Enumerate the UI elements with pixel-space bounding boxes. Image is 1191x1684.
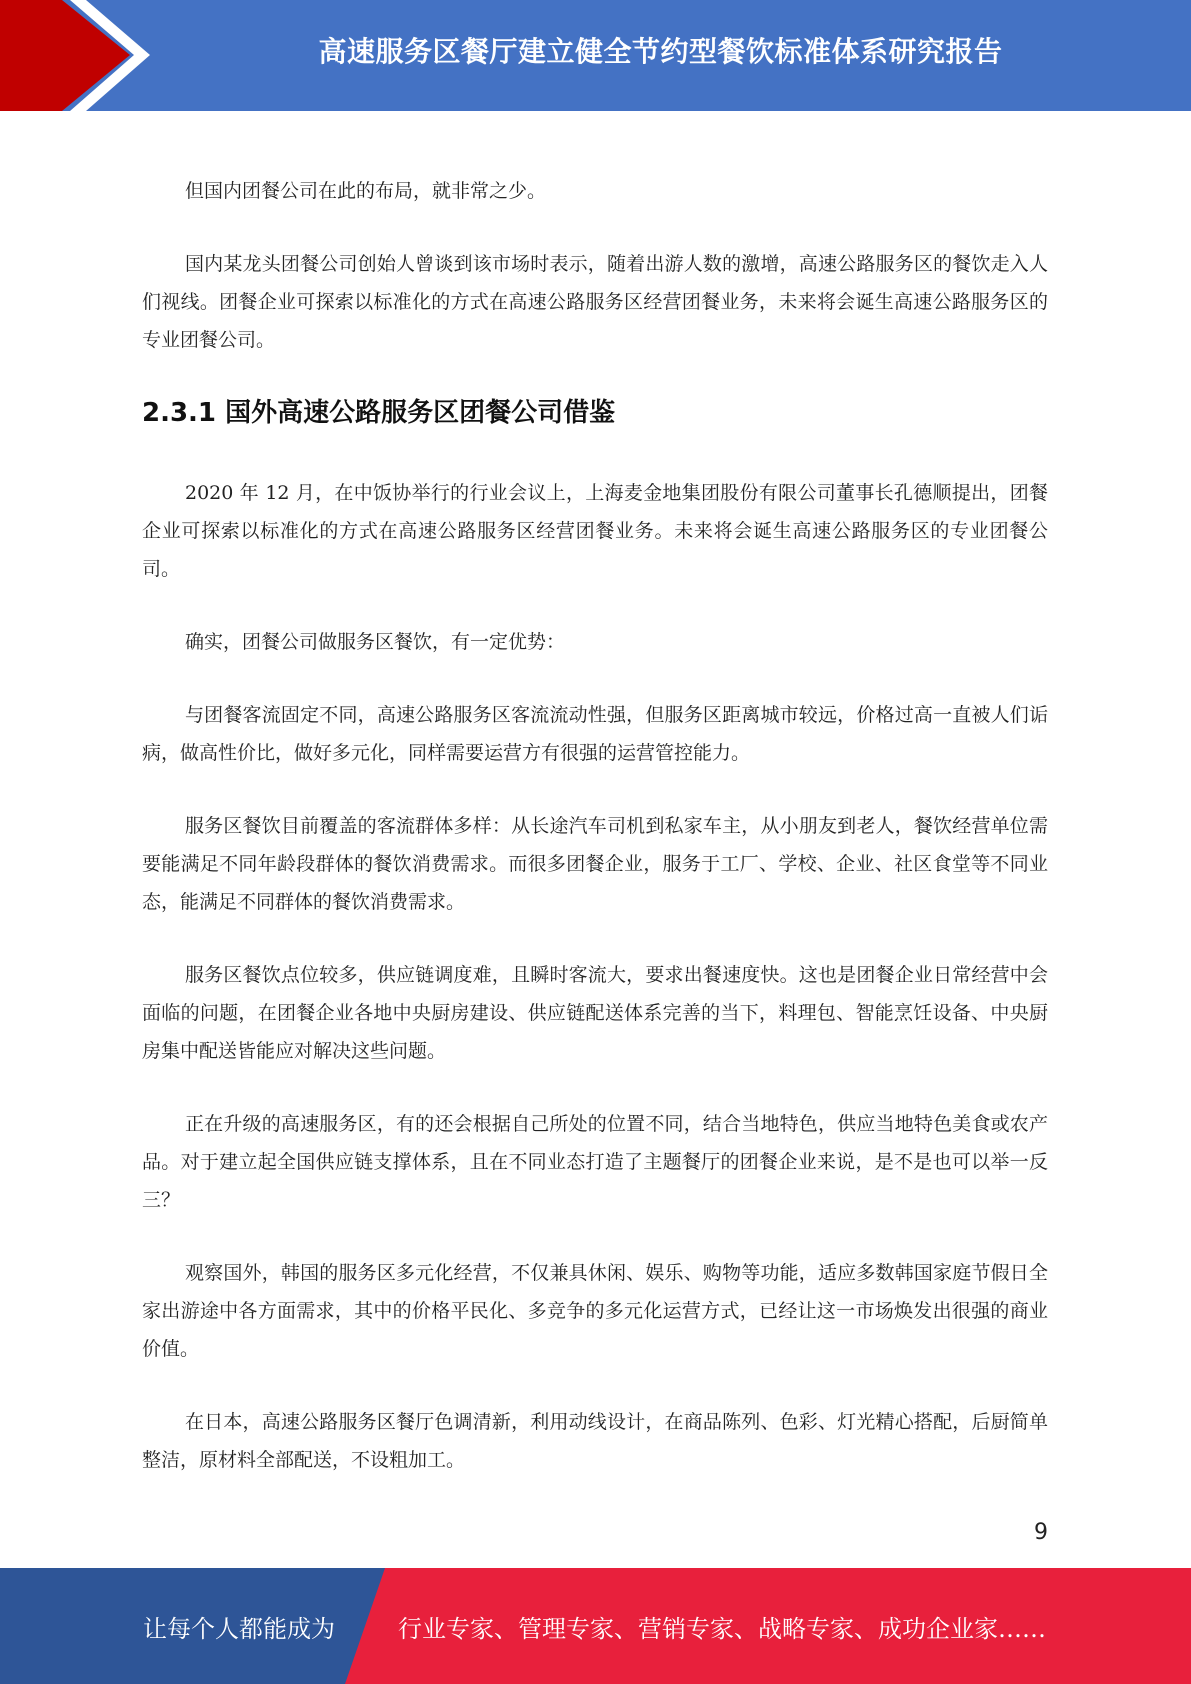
header-title: 高速服务区餐厅建立健全节约型餐饮标准体系研究报告 (318, 35, 1003, 68)
paragraph: 服务区餐饮点位较多，供应链调度难，且瞬时客流大，要求出餐速度快。这也是团餐企业日常经营中会面临的问题，在团餐企业各地中央厨房建设、供应链配送体系完善的当下，料理包、智能烹饪设备、中央厨房集中配送皆能应对解决这些问题。 (142, 964, 1048, 1062)
paragraph: 观察国外，韩国的服务区多元化经营，不仅兼具休闲、娱乐、购物等功能，适应多数韩国家庭节假日全家出游途中各方面需求，其中的价格平民化、多竞争的多元化运营方式，已经让这一市场焕发出很强的商业价值。 (142, 1262, 1048, 1360)
paragraph: 2020 年 12 月，在中饭协举行的行业会议上，上海麦金地集团股份有限公司董事长孔德顺提出，团餐企业可探索以标准化的方式在高速公路服务区经营团餐业务。未来将会诞生高速公路服务区的专业团餐公司。 (142, 482, 1048, 580)
section-heading: 2.3.1 国外高速公路服务区团餐公司借鉴 (142, 398, 616, 428)
paragraph: 正在升级的高速服务区，有的还会根据自己所处的位置不同，结合当地特色，供应当地特色美食或农产品。对于建立起全国供应链支撑体系，且在不同业态打造了主题餐厅的团餐企业来说，是不是也可以举一反三？ (142, 1113, 1048, 1211)
footer-slogan-left: 让每个人都能成为 (143, 1614, 335, 1643)
paragraph: 确实，团餐公司做服务区餐饮，有一定优势： (185, 631, 566, 653)
page-header (0, 0, 1191, 111)
footer-slogan-right: 行业专家、管理专家、营销专家、战略专家、成功企业家…… (398, 1614, 1046, 1643)
paragraph: 但国内团餐公司在此的布局，就非常之少。 (185, 180, 547, 202)
page-footer (0, 1568, 1191, 1684)
paragraph: 国内某龙头团餐公司创始人曾谈到该市场时表示，随着出游人数的激增，高速公路服务区的餐饮走入人们视线。团餐企业可探索以标准化的方式在高速公路服务区经营团餐业务，未来将会诞生高速公路服务区的专业团餐公司。 (142, 253, 1048, 351)
paragraph: 在日本，高速公路服务区餐厅色调清新，利用动线设计，在商品陈列、色彩、灯光精心搭配，后厨简单整洁，原材料全部配送，不设粗加工。 (142, 1411, 1048, 1471)
document-body (142, 172, 1048, 1514)
paragraph: 与团餐客流固定不同，高速公路服务区客流流动性强，但服务区距离城市较远，价格过高一直被人们诟病，做高性价比，做好多元化，同样需要运营方有很强的运营管控能力。 (142, 704, 1048, 764)
page-number: 9 (1034, 1520, 1048, 1545)
paragraph: 服务区餐饮目前覆盖的客流群体多样：从长途汽车司机到私家车主，从小朋友到老人，餐饮经营单位需要能满足不同年龄段群体的餐饮消费需求。而很多团餐企业，服务于工厂、学校、企业、社区食堂等不同业态，能满足不同群体的餐饮消费需求。 (142, 815, 1048, 913)
